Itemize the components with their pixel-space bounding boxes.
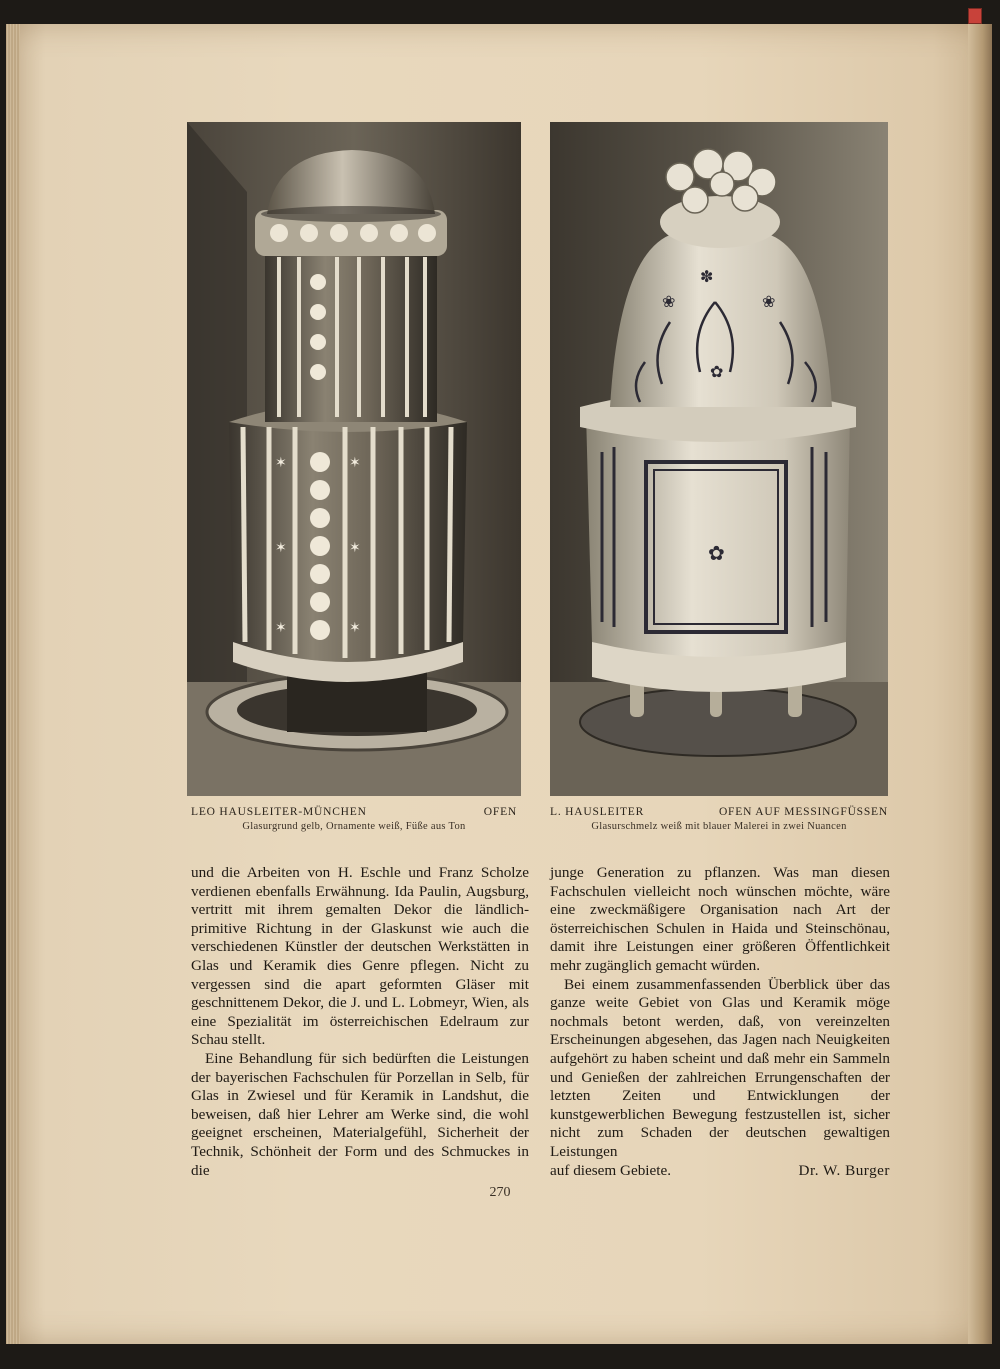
paragraph: und die Arbeiten von H. Eschle und Franz Scholze verdienen ebenfalls Erwähnung. Ida Paulin, Augsburg, vertritt mit ihrem gemalten Dekor die ländlich-primitive Richtung in der Glaskunst wie auch die verschiedenen Künstler der deutschen Werkstätten in Glas und Keramik dies Genre pflegen. Nicht zu vergessen sind die apart geformten Gläser mit geschnittenem Dekor, die J. und L. Lobmeyr, Wien, als eine Spezialität im österreichischen Edelraum zur Schau stellt. [191,864,529,1049]
caption-left-description: Glasurgrund gelb, Ornamente weiß, Füße aus Ton [242,821,466,832]
caption-right-maker: L. HAUSLEITER [550,806,645,818]
closing-line [550,1162,890,1181]
page-stack-edge-right [968,24,992,1344]
text-column-right [550,864,890,1180]
page-stack-edge-left [6,24,20,1344]
last-line-text: auf diesem Gebiete. [550,1161,672,1179]
svg-text:✿: ✿ [710,362,724,381]
text-column-left [191,864,529,1180]
photo-stove-on-brass-feet [550,122,888,796]
author-signature: Dr. W. Burger [798,1161,890,1179]
caption-left-object: OFEN [483,806,517,818]
svg-text:✶: ✶ [275,620,287,636]
caption-right-object: OFEN AUF MESSINGFÜSSEN [718,806,888,818]
bookmark-tab [968,8,982,24]
svg-text:✿: ✿ [708,541,725,565]
caption-left-maker: LEO HAUSLEITER-MÜNCHEN [191,806,367,818]
svg-text:❀: ❀ [762,292,776,311]
svg-text:✶: ✶ [349,620,361,636]
caption-left [191,806,517,832]
svg-text:✶: ✶ [275,540,287,556]
page-number: 270 [489,1185,511,1200]
paragraph: junge Generation zu pflanzen. Was man diesen Fachschulen vielleicht noch wünschen möchte, wäre eine zweckmäßigere Organisation nach Art der österreichischen Schulen in Haida und Steinschönau, damit ihre Leistungen einer größeren Öffentlichkeit mehr zugänglich gemacht würden. [550,864,890,974]
paragraph: Bei einem zusammenfassenden Überblick über das ganze weite Gebiet von Glas und Keramik möge nochmals betont werden, daß, von vereinzelten Erscheinungen abgesehen, das Jagen nach Neuigkeiten aufgehört zu haben scheint und daß mehr ein Sammeln und Genießen der zahlreichen Errungenschaften der letzten Zeiten und Entwicklungen der kunstgewerblichen Bewegung festzustellen ist, sicher nicht zum Schaden der deutschen gewaltigen Leistungen [550,975,890,1160]
svg-text:✶: ✶ [349,540,361,556]
svg-text:❀: ❀ [662,292,676,311]
svg-text:✶: ✶ [349,455,361,471]
svg-text:✽: ✽ [700,267,714,286]
svg-text:✶: ✶ [275,455,287,471]
caption-right-description: Glasurschmelz weiß mit blauer Malerei in zwei Nuancen [591,821,847,832]
paragraph: Eine Behandlung für sich bedürften die Leistungen der bayerischen Fachschulen für Porzellan in Selb, für Glas in Zwiesel und für Keramik in Landshut, die beweisen, daß hier Lehrer am Werke sind, die wohl geeignet erscheinen, Materialgefühl, Sicherheit der Technik, Schönheit der Form und des Schmuckes in die [191,1049,529,1179]
caption-right [550,806,888,832]
photo-stove-hausleiter-muenchen [187,122,521,796]
